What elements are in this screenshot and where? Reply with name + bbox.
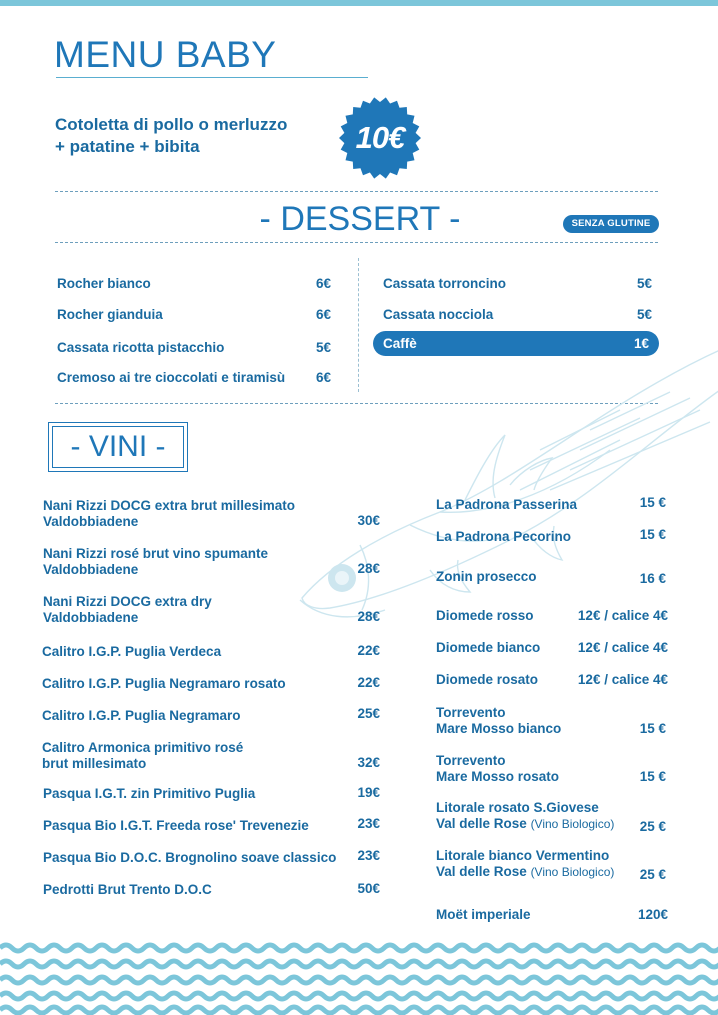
divider [55, 191, 658, 192]
dessert-item [383, 274, 652, 292]
wine-item [436, 608, 534, 624]
menu-baby-price: 10€ [355, 120, 405, 155]
dessert-name: Cassata ricotta pistacchio [57, 339, 225, 355]
wine-name: Litorale bianco Vermentino [436, 848, 610, 863]
wine-subname: brut millesimato [42, 756, 147, 771]
top-stripe [0, 0, 718, 6]
wine-item [43, 786, 255, 802]
wine-name: La Padrona Pecorino [436, 529, 572, 544]
wine-name: Nani Rizzi DOCG extra brut millesimato [43, 498, 296, 513]
wine-price: 32€ [357, 755, 380, 770]
wine-price: 15 € [639, 495, 666, 510]
wine-price: 25€ [357, 706, 380, 721]
wine-item [436, 529, 571, 545]
wine-item [436, 907, 531, 923]
wine-price: 50€ [357, 881, 380, 896]
wine-name: Calitro Armonica primitivo rosé [42, 740, 244, 755]
menu-baby-line-2: + patatine + bibita [55, 137, 200, 156]
wine-subname: Val delle Rose [436, 816, 527, 831]
menu-baby-line-1: Cotoletta di pollo o merluzzo [55, 115, 288, 134]
dessert-item [57, 274, 331, 292]
wine-name: Pasqua Bio D.O.C. Brognolino soave classico [43, 850, 337, 865]
title-underline [56, 77, 368, 78]
wine-name: Pasqua I.G.T. zin Primitivo Puglia [43, 786, 256, 801]
dessert-name: Cassata torroncino [383, 275, 507, 291]
wine-price: 12€ / calice 4€ [577, 672, 668, 687]
dessert-name: Caffè [383, 336, 417, 351]
dessert-item [383, 305, 652, 323]
wine-price: 15 € [639, 527, 666, 542]
dessert-price: 5€ [636, 275, 652, 291]
wine-subname: Mare Mosso bianco [436, 721, 562, 736]
wine-item [43, 818, 309, 834]
dessert-price: 1€ [633, 336, 649, 351]
wine-price: 23€ [357, 848, 380, 863]
wine-name: Torrevento [436, 753, 506, 768]
wine-item [43, 498, 295, 530]
wave-line [0, 945, 718, 951]
wine-price: 16 € [639, 571, 666, 586]
wine-subname: Valdobbiadene [43, 514, 139, 529]
wine-price: 12€ / calice 4€ [577, 640, 668, 655]
wine-item [42, 676, 286, 692]
wine-item [436, 497, 577, 513]
wine-price: 15 € [639, 769, 666, 784]
dessert-price: 5€ [315, 339, 331, 355]
divider [55, 242, 658, 243]
wine-name: Calitro I.G.P. Puglia Negramaro rosato [42, 676, 286, 691]
wine-name: Zonin prosecco [436, 569, 537, 584]
vini-title-frame [48, 422, 188, 472]
wine-price: 28€ [357, 561, 380, 576]
wave-line [0, 1007, 718, 1013]
wine-item [42, 708, 241, 724]
dessert-name: Rocher gianduia [57, 306, 163, 322]
dessert-price: 6€ [315, 275, 331, 291]
wine-price: 22€ [357, 643, 380, 658]
wave-decoration-icon [0, 940, 718, 1015]
wine-note: (Vino Biologico) [530, 865, 615, 879]
wine-price: 12€ / calice 4€ [577, 608, 668, 623]
menu-baby-description [55, 114, 335, 158]
wine-name: Nani Rizzi DOCG extra dry [43, 594, 212, 609]
wine-item [43, 594, 212, 626]
wine-price: 19€ [357, 785, 380, 800]
wine-item [436, 848, 614, 880]
wine-item [43, 850, 336, 866]
wave-line [0, 993, 718, 999]
dessert-price: 5€ [636, 306, 652, 322]
wine-item [42, 740, 243, 772]
wine-subname: Valdobbiadene [43, 610, 139, 625]
price-badge [338, 96, 422, 180]
wine-price: 28€ [357, 609, 380, 624]
wine-name: Litorale rosato S.Giovese [436, 800, 599, 815]
wine-price: 15 € [639, 721, 666, 736]
wine-name: Diomede bianco [436, 640, 541, 655]
wine-item [43, 882, 212, 898]
dessert-name: Cremoso ai tre cioccolati e tiramisù [57, 369, 286, 385]
wine-name: La Padrona Passerina [436, 497, 578, 512]
wine-price: 120€ [637, 907, 668, 922]
vini-title: - VINI - [52, 426, 184, 468]
gluten-free-badge: SENZA GLUTINE [563, 215, 659, 233]
wine-subname: Valdobbiadene [43, 562, 139, 577]
wine-name: Diomede rosato [436, 672, 539, 687]
menu-baby-title: MENU BABY [54, 34, 277, 75]
wine-item [436, 800, 614, 832]
wave-line [0, 961, 718, 967]
dessert-name: Rocher bianco [57, 275, 151, 291]
wine-item [42, 644, 221, 660]
wine-name: Torrevento [436, 705, 506, 720]
wine-item [436, 672, 538, 688]
dessert-title: - DESSERT - [259, 200, 461, 238]
dessert-price: 6€ [315, 369, 331, 385]
wine-name: Calitro I.G.P. Puglia Negramaro [42, 708, 241, 723]
wine-name: Pedrotti Brut Trento D.O.C [43, 882, 212, 897]
wine-name: Calitro I.G.P. Puglia Verdeca [42, 644, 222, 659]
wine-item [436, 640, 540, 656]
dessert-item [57, 305, 331, 323]
wine-item [436, 705, 561, 737]
wine-name: Pasqua Bio I.G.T. Freeda rose' Trevenezie [43, 818, 309, 833]
wine-name: Nani Rizzi rosé brut vino spumante [43, 546, 269, 561]
wine-item [436, 569, 537, 585]
wave-line [0, 977, 718, 983]
wine-price: 30€ [357, 513, 380, 528]
dessert-price: 6€ [315, 306, 331, 322]
wine-name: Moët imperiale [436, 907, 531, 922]
wine-subname: Val delle Rose [436, 864, 527, 879]
wine-price: 23€ [357, 816, 380, 831]
wine-item [436, 753, 559, 785]
wine-note: (Vino Biologico) [530, 817, 615, 831]
dessert-name: Cassata nocciola [383, 306, 494, 322]
wine-price: 25 € [639, 819, 666, 834]
wine-price: 22€ [357, 675, 380, 690]
wine-price: 25 € [639, 867, 666, 882]
wine-subname: Mare Mosso rosato [436, 769, 560, 784]
wine-item [43, 546, 268, 578]
wine-name: Diomede rosso [436, 608, 534, 623]
